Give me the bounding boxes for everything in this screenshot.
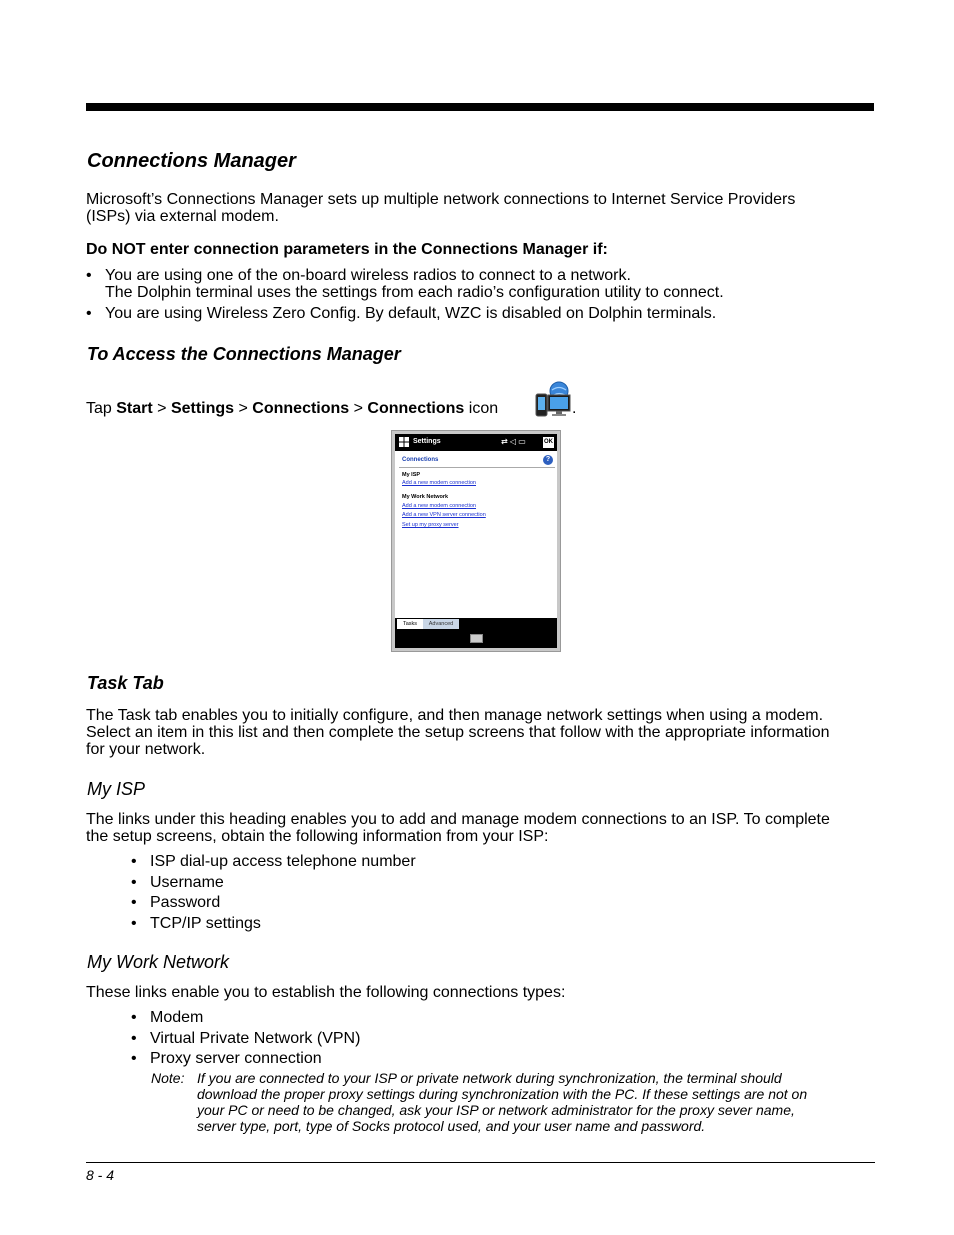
task-line: Select an item in this list and then complete the setup screens that follow with the appropriate information — [86, 724, 830, 741]
my-isp-heading: My ISP — [402, 472, 421, 478]
isp-paragraph — [86, 811, 830, 845]
connections-tab-label: Connections — [252, 400, 350, 417]
intro-line-1: Microsoft’s Connections Manager sets up multiple network connections to Internet Service Providers — [86, 191, 796, 208]
isp-item-text: ISP dial-up access telephone number — [150, 853, 416, 870]
separator: > — [349, 400, 368, 417]
footer-rule — [86, 1162, 875, 1163]
warning-heading: Do NOT enter connection parameters in the Connections Manager if: — [86, 241, 608, 258]
device-screen — [395, 434, 557, 648]
work-paragraph: These links enable you to establish the following connections types: — [86, 984, 566, 1001]
bullet-dot: • — [86, 267, 92, 284]
status-icons: ⇄ ◁ ▭ — [501, 437, 526, 446]
isp-item-text: Username — [150, 873, 224, 891]
bullet-dot: • — [131, 894, 137, 911]
device-title-bar — [395, 434, 557, 451]
bullet-dot: • — [131, 1029, 137, 1047]
isp-list — [131, 853, 631, 935]
isp-item-text: TCP/IP settings — [150, 914, 261, 932]
isp-line: the setup screens, obtain the following information from your ISP: — [86, 828, 549, 845]
note-line: your PC or need to be changed, ask your ISP or network administrator for the proxy sever name, — [197, 1102, 795, 1118]
work-item — [131, 1009, 631, 1030]
warning-item-line: You are using Wireless Zero Config. By default, WZC is disabled on Dolphin terminals. — [105, 305, 717, 322]
device-screenshot — [391, 430, 561, 652]
icon-word: icon — [464, 400, 499, 417]
connections-icon — [534, 381, 572, 418]
warning-item-line: The Dolphin terminal uses the settings from each radio’s configuration utility to connect. — [105, 284, 724, 301]
work-item — [131, 1050, 631, 1071]
note-line: download the proper proxy settings during synchronization with the PC. If these settings are not on — [197, 1086, 808, 1102]
warning-item — [86, 305, 876, 322]
isp-item-text: Password — [150, 894, 221, 911]
isp-item — [131, 874, 631, 895]
work-item-text: Modem — [150, 1009, 204, 1026]
warning-item-line: You are using one of the on-board wireless radios to connect to a network. — [105, 267, 631, 284]
header-rule — [86, 103, 874, 111]
separator: > — [152, 400, 171, 417]
device-page-header: Connections — [402, 457, 439, 463]
task-tab-heading: Task Tab — [87, 673, 164, 693]
tab-tasks[interactable]: Tasks — [397, 619, 423, 629]
task-line: for your network. — [86, 741, 206, 758]
start-label: Start — [116, 400, 153, 417]
intro-line-2: (ISPs) via external modem. — [86, 208, 279, 225]
note-line: If you are connected to your ISP or private network during synchronization, the terminal should — [197, 1070, 782, 1086]
windows-flag-icon — [399, 437, 409, 447]
section-title: Connections Manager — [87, 150, 296, 172]
period: . — [572, 400, 577, 417]
intro-paragraph — [86, 191, 795, 225]
tap-instruction — [86, 400, 498, 417]
isp-item — [131, 894, 631, 915]
note-line: server type, port, type of Socks protocol used, and your user name and password. — [197, 1118, 706, 1134]
note-label: Note: — [151, 1070, 185, 1086]
bullet-dot: • — [131, 1050, 137, 1067]
bullet-dot: • — [131, 853, 137, 870]
keyboard-icon[interactable] — [470, 634, 483, 643]
device-divider — [399, 467, 555, 468]
bullet-dot: • — [131, 1009, 137, 1026]
isp-item — [131, 915, 631, 936]
warning-item — [86, 267, 876, 301]
note-text — [197, 1070, 877, 1134]
isp-line: The links under this heading enables you to add and manage modem connections to an ISP. To complete — [86, 811, 830, 828]
isp-add-modem-link[interactable]: Add a new modem connection — [402, 480, 476, 486]
work-add-vpn-link[interactable]: Add a new VPN server connection — [402, 512, 486, 518]
warning-list — [86, 267, 876, 322]
work-item-text: Proxy server connection — [150, 1050, 322, 1067]
ok-button[interactable]: OK — [543, 437, 554, 448]
task-line: The Task tab enables you to initially configure, and then manage network settings when using a modem. — [86, 707, 824, 724]
access-heading: To Access the Connections Manager — [87, 344, 401, 364]
bullet-dot: • — [131, 873, 137, 891]
page-number: 8 - 4 — [86, 1167, 115, 1183]
my-isp-heading: My ISP — [87, 779, 146, 799]
bullet-dot: • — [86, 305, 92, 322]
isp-item — [131, 853, 631, 874]
work-item — [131, 1030, 631, 1051]
connections-icon-label: Connections — [367, 400, 465, 417]
my-work-network-heading: My Work Network — [87, 952, 230, 972]
device-tab-bar — [395, 618, 557, 648]
my-work-heading: My Work Network — [402, 494, 449, 500]
tap-text: Tap — [86, 400, 117, 417]
work-item-text: Virtual Private Network (VPN) — [150, 1029, 361, 1047]
work-proxy-link[interactable]: Set up my proxy server — [402, 522, 459, 528]
tab-advanced[interactable]: Advanced — [423, 619, 459, 629]
work-add-modem-link[interactable]: Add a new modem connection — [402, 503, 476, 509]
bullet-dot: • — [131, 914, 137, 932]
work-list — [131, 1009, 631, 1071]
settings-label: Settings — [170, 400, 235, 417]
separator: > — [234, 400, 253, 417]
task-paragraph — [86, 707, 830, 758]
device-title: Settings — [413, 438, 441, 445]
help-icon[interactable]: ? — [543, 455, 553, 465]
